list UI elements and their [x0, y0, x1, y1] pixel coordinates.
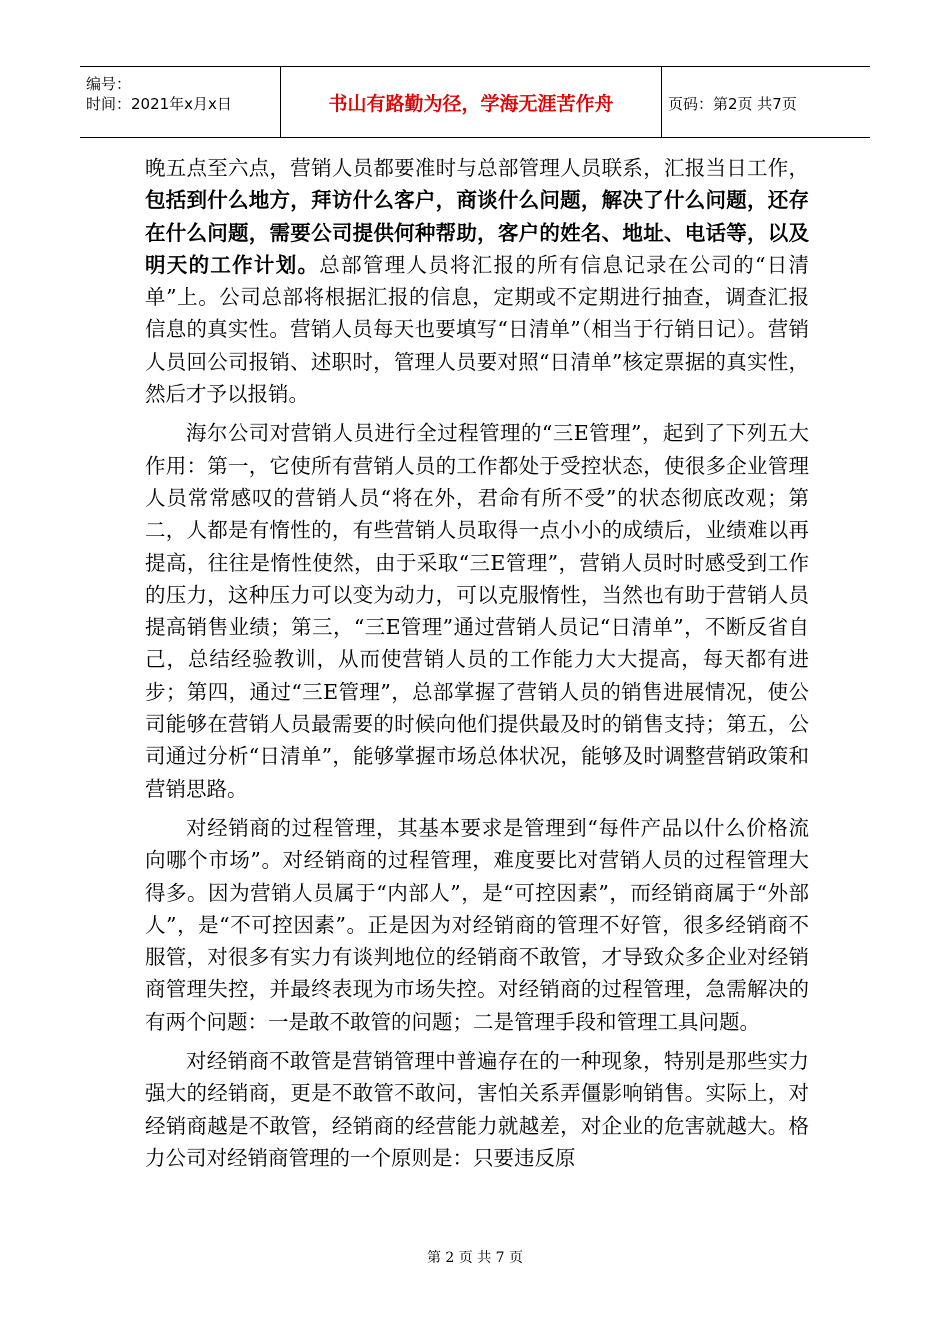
paragraph-1-emphasis: 包括到什么地方，拜访什么客户，商谈什么问题，解决了什么问题，还存在什么问题，需要公司提供何种帮助，客户的姓名、地址、电话等，以及明天的工作计划。 [145, 188, 809, 277]
number-label: 编号： [86, 75, 132, 93]
paragraph-1-tail: 总部管理人员将汇报的所有信息记录在公司的“日清单”上。公司总部将根据汇报的信息，定期或不定期进行抽查，调查汇报信息的真实性。营销人员每天也要填写“日清单”（相当于行销日记）。营销人员回公司报销、述职时，管理人员要对照“日清单”核定票据的真实性，然后才予以报销。 [145, 252, 810, 407]
paragraph-3: 对经销商的过程管理，其基本要求是管理到“每件产品以什么价格流向哪个市场”。对经销商的过程管理，难度要比对营销人员的过程管理大得多。因为营销人员属于“内部人”，是“可控因素”，而经销商属于“外部人”，是“不可控因素”。正是因为对经销商的管理不好管，很多经销商不服管，对很多有实力有谈判地位的经销商不敢管，才导致众多企业对经销商管理失控，并最终表现为市场失控。对经销商的过程管理，急需解决的有两个问题：一是敢不敢管的问题；二是管理手段和管理工具问题。 [145, 815, 809, 1034]
page-number-label: 页码：第2页 共7页 [668, 95, 797, 113]
paragraph-2: 海尔公司对营销人员进行全过程管理的“三E管理”，起到了下列五大作用：第一，它使所有营销人员的工作都处于受控状态，使很多企业管理人员常常感叹的营销人员“将在外，君命有所不受”的状态彻底改观；第二，人都是有惰性的，有些营销人员取得一点小小的成绩后，业绩难以再提高，往往是惰性使然，由于采取“三E管理”，营销人员时时感受到工作的压力，这种压力可以变为动力，可以克服惰性，当然也有助于营销人员提高销售业绩；第三，“三E管理”通过营销人员记“日清单”，不断反省自己，总结经验教训，从而使营销人员的工作能力大大提高，每天都有进步；第四，通过“三E管理”，总部掌握了营销人员的销售进展情况，使公司能够在营销人员最需要的时候向他们提供最及时的销售支持；第五，公司通过分析“日清单”，能够掌握市场总体状况，能够及时调整营销政策和营销思路。 [145, 421, 809, 801]
page-footer: 第 2 页 共 7 页 [426, 1250, 524, 1266]
paragraph-1-lead: 晚五点至六点，营销人员都要准时与总部管理人员联系，汇报当日工作， [145, 156, 809, 180]
date-label: 时间：2021年x月x日 [86, 95, 232, 113]
motto-text: 书山有路勤为径，学海无涯苦作舟 [328, 93, 614, 115]
paragraph-4: 对经销商不敢管是营销管理中普遍存在的一种现象，特别是那些实力强大的经销商，更是不敢管不敢问，害怕关系弄僵影响销售。实际上，对经销商越是不敢管，经销商的经营能力就越差，对企业的危害就越大。格力公司对经销商管理的一个原则是：只要违反原 [145, 1049, 809, 1170]
page-header [80, 66, 870, 138]
header-page-cell [660, 67, 870, 137]
document-body [145, 152, 809, 1181]
header-motto-cell [280, 67, 662, 137]
paragraph-1 [145, 152, 809, 410]
header-left-cell [80, 67, 280, 137]
